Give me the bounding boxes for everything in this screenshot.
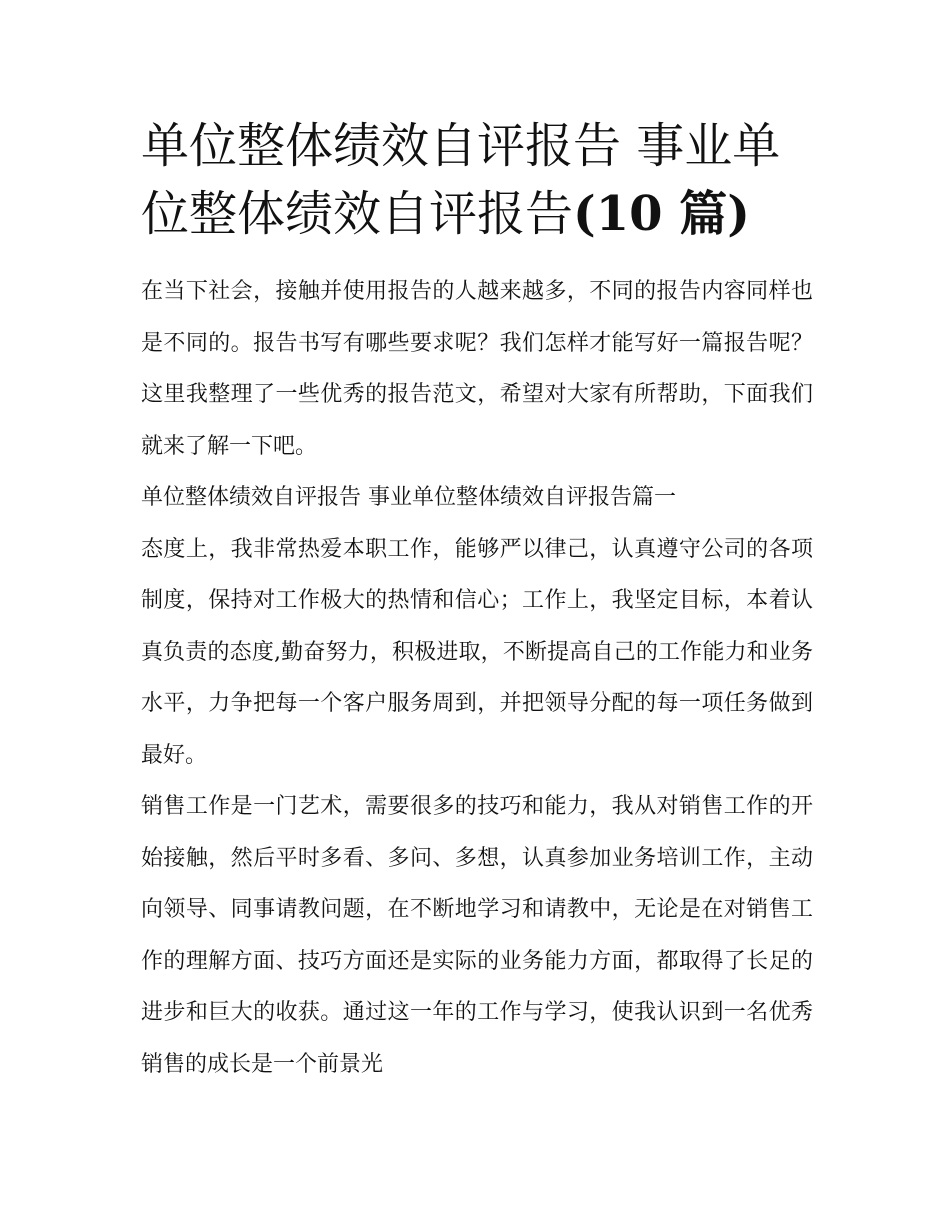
document-body [141, 112, 813, 1090]
body-paragraph-1: 态度上，我非常热爱本职工作，能够严以律己，认真遵守公司的各项制度，保持对工作极大的热情和信心；工作上，我坚定目标，本着认真负责的态度,勤奋努力，积极进取，不断提高自己的工作能力和业务水平，力争把每一个客户服务周到，并把领导分配的每一项任务做到最好。 [141, 536, 813, 768]
document-title [141, 112, 813, 248]
document-title-text: 单位整体绩效自评报告 事业单位整体绩效自评报告 [141, 118, 781, 242]
document-title-count: (10 篇) [573, 186, 750, 242]
body-paragraph-2: 销售工作是一门艺术，需要很多的技巧和能力，我从对销售工作的开始接触，然后平时多看、多问、多想，认真参加业务培训工作，主动向领导、同事请教问题，在不断地学习和请教中，无论是在对销售工作的理解方面、技巧方面还是实际的业务能力方面，都取得了长足的进步和巨大的收获。通过这一年的工作与学习，使我认识到一名优秀销售的成长是一个前景光 [141, 794, 813, 1077]
intro-paragraph: 在当下社会，接触并使用报告的人越来越多，不同的报告内容同样也是不同的。报告书写有哪些要求呢？我们怎样才能写好一篇报告呢？这里我整理了一些优秀的报告范文，希望对大家有所帮助，下面我们就来了解一下吧。 [141, 279, 813, 459]
section-heading: 单位整体绩效自评报告 事业单位整体绩效自评报告篇一 [141, 485, 676, 510]
